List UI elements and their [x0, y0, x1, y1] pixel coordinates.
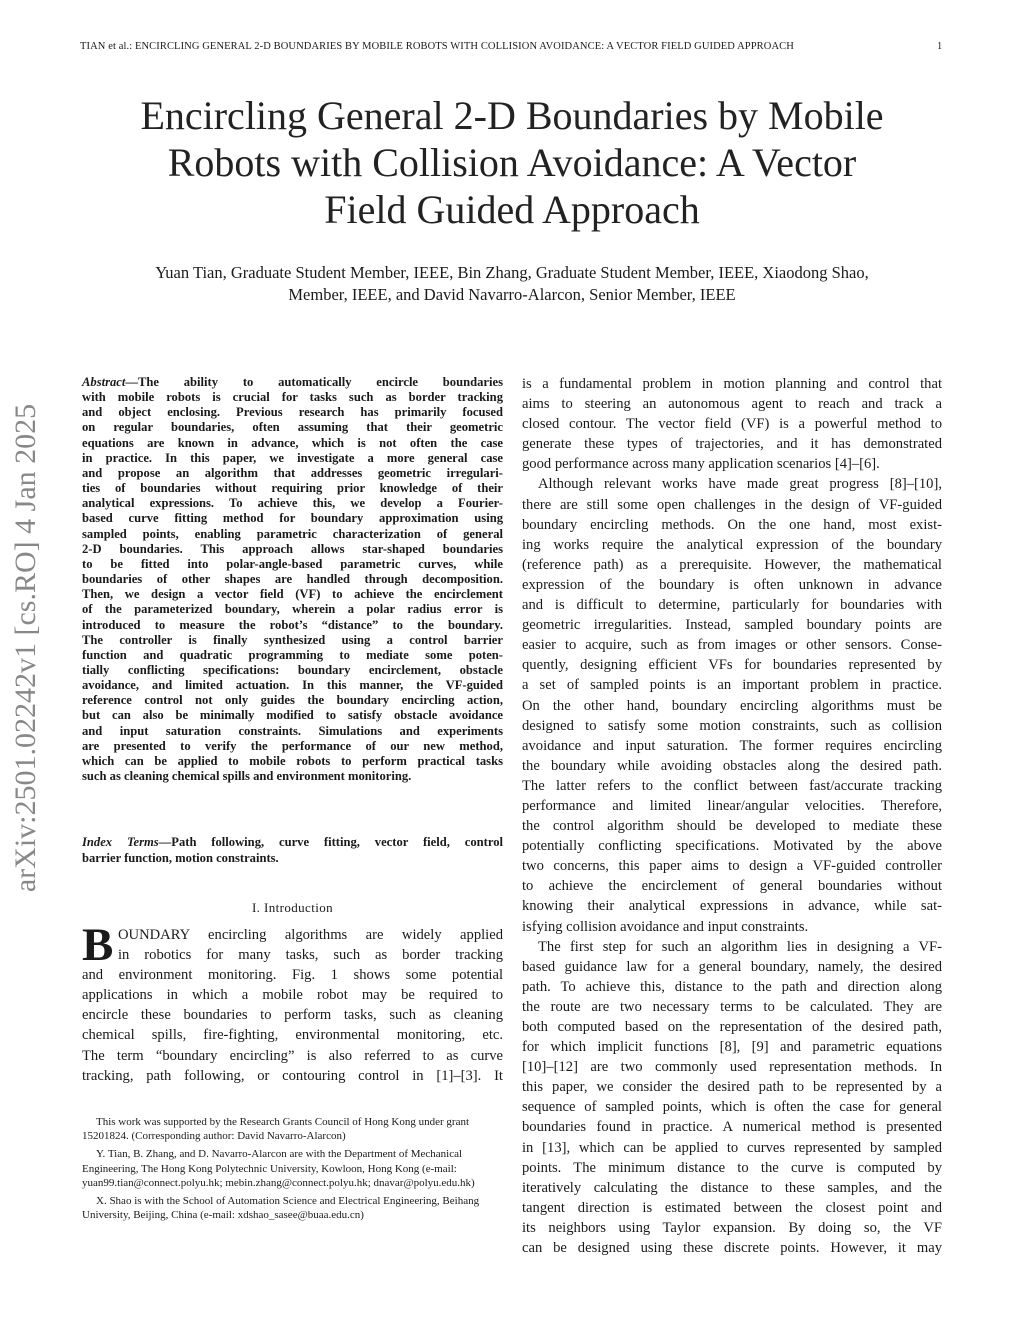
body-line: isfying collision avoidance and input constraints. [522, 918, 809, 935]
body-line: closed contour. The vector field (VF) is a powerful method to [522, 416, 942, 433]
abstract-label: Abstract [82, 375, 126, 389]
abstract-line: introduced to measure the robot’s “distance” to the boundary. [82, 617, 503, 632]
abstract-line: of the parameterized boundary, wherein a polar radius error is [82, 602, 503, 617]
abstract-line [82, 375, 503, 390]
body-line: (reference path) as a prerequisite. However, the mathematical [522, 556, 942, 573]
body-line: the control algorithm should be developed to mediate these [522, 818, 942, 835]
right-column-text [522, 374, 942, 1258]
section-heading: I. Introduction [251, 900, 334, 915]
body-line: path. To achieve this, distance to the path and direction along [522, 978, 942, 995]
running-head [0, 41, 1024, 55]
intro-line: encircle these boundaries to perform tasks, such as cleaning [82, 1007, 503, 1024]
abstract-line: function and quadratic programming to mediate some poten- [82, 647, 503, 662]
body-line: On the other hand, boundary encircling algorithms must be [522, 697, 942, 714]
index-terms-label: Index Terms [82, 835, 159, 849]
abstract-line: equations are known in advance, which is not often the case [82, 435, 503, 450]
abstract-line: analytical expressions. To achieve this, we develop a Fourier- [82, 496, 503, 511]
abstract [82, 375, 503, 784]
body-line: based guidance law for a general boundary, namely, the desired [522, 958, 942, 975]
title-line: Robots with Collision Avoidance: A Vector [167, 140, 857, 185]
intro-line: The term “boundary encircling” is also referred to as curve [82, 1047, 503, 1064]
body-line: ing works require the analytical expression of the boundary [522, 536, 942, 553]
footnote-affiliation-beihang: X. Shao is with the School of Automation Science and Electrical Engineering, Beihang University, Beijing, China (e-mail: xdshao_sasee@buaa.edu.cn) [82, 1195, 480, 1222]
body-line: [10]–[12] are two commonly used representation methods. In [522, 1059, 942, 1076]
index-terms [82, 835, 503, 866]
intro-line: tracking, path following, or contouring control in [1]–[3]. It [82, 1067, 503, 1084]
index-terms-line-text: —Path following, curve fitting, vector field, control [158, 835, 503, 849]
body-line: a set of sampled points is an important problem in practice. [522, 677, 942, 694]
body-line: two concerns, this paper aims to design a VF-guided controller [522, 858, 942, 875]
abstract-line: ties of boundaries without requiring prior knowledge of their [82, 481, 503, 496]
title-line: Encircling General 2-D Boundaries by Mobile [140, 93, 884, 138]
body-line: in [13], which can be applied to curves represented by sampled [522, 1139, 942, 1156]
abstract-line: 2-D boundaries. This approach allows star-shaped boundaries [82, 541, 503, 556]
abstract-line: and object enclosing. Previous research has primarily focused [82, 405, 503, 420]
paper-title [112, 92, 912, 233]
body-line: to achieve the encirclement of general boundaries without [522, 878, 942, 895]
abstract-line: in practice. In this paper, we investigate a more general case [82, 450, 503, 465]
intro-line: chemical spills, fire-fighting, environmental monitoring, etc. [82, 1027, 503, 1044]
author-line: Member, IEEE, and David Navarro-Alarcon, Senior Member, IEEE [288, 285, 736, 304]
body-line: expression of the boundary is often unknown in advance [522, 576, 942, 593]
body-line: this paper, we consider the desired path to be represented by a [522, 1079, 942, 1096]
abstract-line: on regular boundaries, often assuming that their geometric [82, 420, 503, 435]
body-line: boundary encircling methods. On the one hand, most exist- [522, 516, 942, 533]
abstract-line-text: —The ability to automatically encircle boundaries [125, 375, 503, 389]
body-line: for which implicit functions [8], [9] and parametric equations [522, 1039, 942, 1056]
body-line: designed to satisfy some motion constraints, such as collision [522, 717, 942, 734]
title-line: Field Guided Approach [324, 187, 700, 232]
body-line: generate these types of trajectories, and it has demonstrated [522, 436, 942, 453]
abstract-line: such as cleaning chemical spills and environment monitoring. [82, 769, 412, 784]
body-line: The latter refers to the conflict between fast/accurate tracking [522, 777, 942, 794]
abstract-line: boundaries of other shapes are handled through decomposition. [82, 572, 503, 587]
running-head-text: TIAN et al.: ENCIRCLING GENERAL 2-D BOUNDARIES BY MOBILE ROBOTS WITH COLLISION AVOIDANCE: A VECTOR FIELD GUIDED APPROACH [80, 41, 794, 52]
author-list [60, 262, 964, 306]
footnote-funding: This work was supported by the Research Grants Council of Hong Kong under grant 15201824. (Corresponding author: David Navarro-Alarcon) [82, 1116, 470, 1143]
abstract-line: are presented to verify the performance of our new method, [82, 738, 503, 753]
body-line: is a fundamental problem in motion planning and control that [522, 376, 942, 392]
drop-cap: B [82, 919, 114, 971]
body-line: and is difficult to determine, particularly for boundaries with [522, 597, 942, 614]
intro-line: and environment monitoring. Fig. 1 shows some potential [82, 967, 503, 984]
body-line: sequence of sampled points, which is often the case for general [522, 1099, 942, 1116]
abstract-line: which can be applied to mobile robots to perform practical tasks [82, 753, 503, 768]
body-line: aims to steering an autonomous agent to reach and track a [522, 396, 942, 413]
intro-line: OUNDARY encircling algorithms are widely applied [118, 927, 503, 943]
body-line: the boundary while avoiding obstacles along the desired path. [522, 757, 942, 774]
intro-line: applications in which a mobile robot may be required to [82, 987, 503, 1004]
abstract-line: with mobile robots is crucial for tasks such as border tracking [82, 390, 503, 405]
body-line: potentially conflicting specifications. Motivated by the above [522, 838, 942, 855]
body-line: good performance across many application scenarios [4]–[6]. [522, 456, 880, 473]
abstract-line: avoidance, and limited actuation. In this manner, the VF-guided [82, 678, 503, 693]
abstract-line: but can also be minimally modified to satisfy obstacle avoidance [82, 708, 503, 723]
abstract-line: sampled points, enabling parametric characterization of general [82, 526, 503, 541]
body-line: its neighbors using Taylor expansion. By doing so, the VF [522, 1219, 942, 1236]
arxiv-stamp: arXiv:2501.02242v1 [cs.RO] 4 Jan 2025 [9, 403, 42, 893]
footnote-affiliation-polyu: Y. Tian, B. Zhang, and D. Navarro-Alarcon are with the Department of Mechanical Engineering, The Hong Kong Polytechnic University, Kowloon, Hong Kong (e-mail: yuan99.tian@connect.polyu.hk; mebin.zhang@connect.polyu.hk; dnavar@polyu.edu.hk) [82, 1148, 475, 1189]
body-line: tangent direction is estimated between the closest point and [522, 1199, 942, 1216]
body-line: The first step for such an algorithm lies in designing a VF- [538, 938, 942, 955]
body-line: geometric irregularities. Instead, sampled boundary points are [522, 617, 942, 634]
page-number: 1 [937, 41, 943, 52]
body-line: the route are two necessary terms to be calculated. They are [522, 998, 942, 1015]
body-line: both computed based on the representation of the desired path, [522, 1019, 942, 1035]
body-line: can be designed using these discrete points. However, it may [522, 1240, 942, 1257]
abstract-line: The controller is finally synthesized using a control barrier [82, 632, 503, 647]
abstract-line: based curve fitting method for boundary approximation using [82, 511, 503, 526]
abstract-line: reference control not only guides the boundary encircling action, [82, 693, 503, 708]
footnotes [82, 1115, 503, 1226]
body-line: boundaries found in practice. A numerical method is presented [522, 1119, 942, 1136]
body-line: knowing their analytical expressions in advance, while sat- [522, 898, 942, 915]
index-terms-line: barrier function, motion constraints. [82, 850, 279, 865]
body-line: performance and limited linear/angular velocities. Therefore, [522, 797, 942, 814]
body-line: quently, designing efficient VFs for boundaries represented by [522, 657, 942, 674]
index-terms-line [82, 835, 503, 851]
abstract-line: and input saturation constraints. Simulations and experiments [82, 723, 503, 738]
body-line: easier to acquire, such as from images or other sensors. Conse- [522, 637, 942, 654]
body-line: avoidance and input saturation. The former requires encircling [522, 737, 942, 754]
introduction-text [82, 919, 503, 1086]
author-line: Yuan Tian, Graduate Student Member, IEEE, Bin Zhang, Graduate Student Member, IEEE, Xiaodong Shao, [155, 263, 869, 282]
intro-line: in robotics for many tasks, such as border tracking [118, 947, 503, 964]
body-line: iteratively calculating the distance to these samples, and the [522, 1179, 942, 1196]
body-line: there are still some open challenges in the design of VF-guided [522, 496, 942, 513]
body-line: points. The minimum distance to the curve is computed by [522, 1159, 942, 1176]
abstract-line: Then, we design a vector field (VF) to achieve the encirclement [82, 587, 503, 602]
abstract-line: and propose an algorithm that addresses geometric irregulari- [82, 465, 503, 480]
abstract-line: tially conflicting specifications: boundary encirclement, obstacle [82, 662, 503, 677]
abstract-line: to be fitted into polar-angle-based parametric curves, while [82, 556, 503, 571]
body-line: Although relevant works have made great progress [8]–[10], [538, 476, 942, 493]
